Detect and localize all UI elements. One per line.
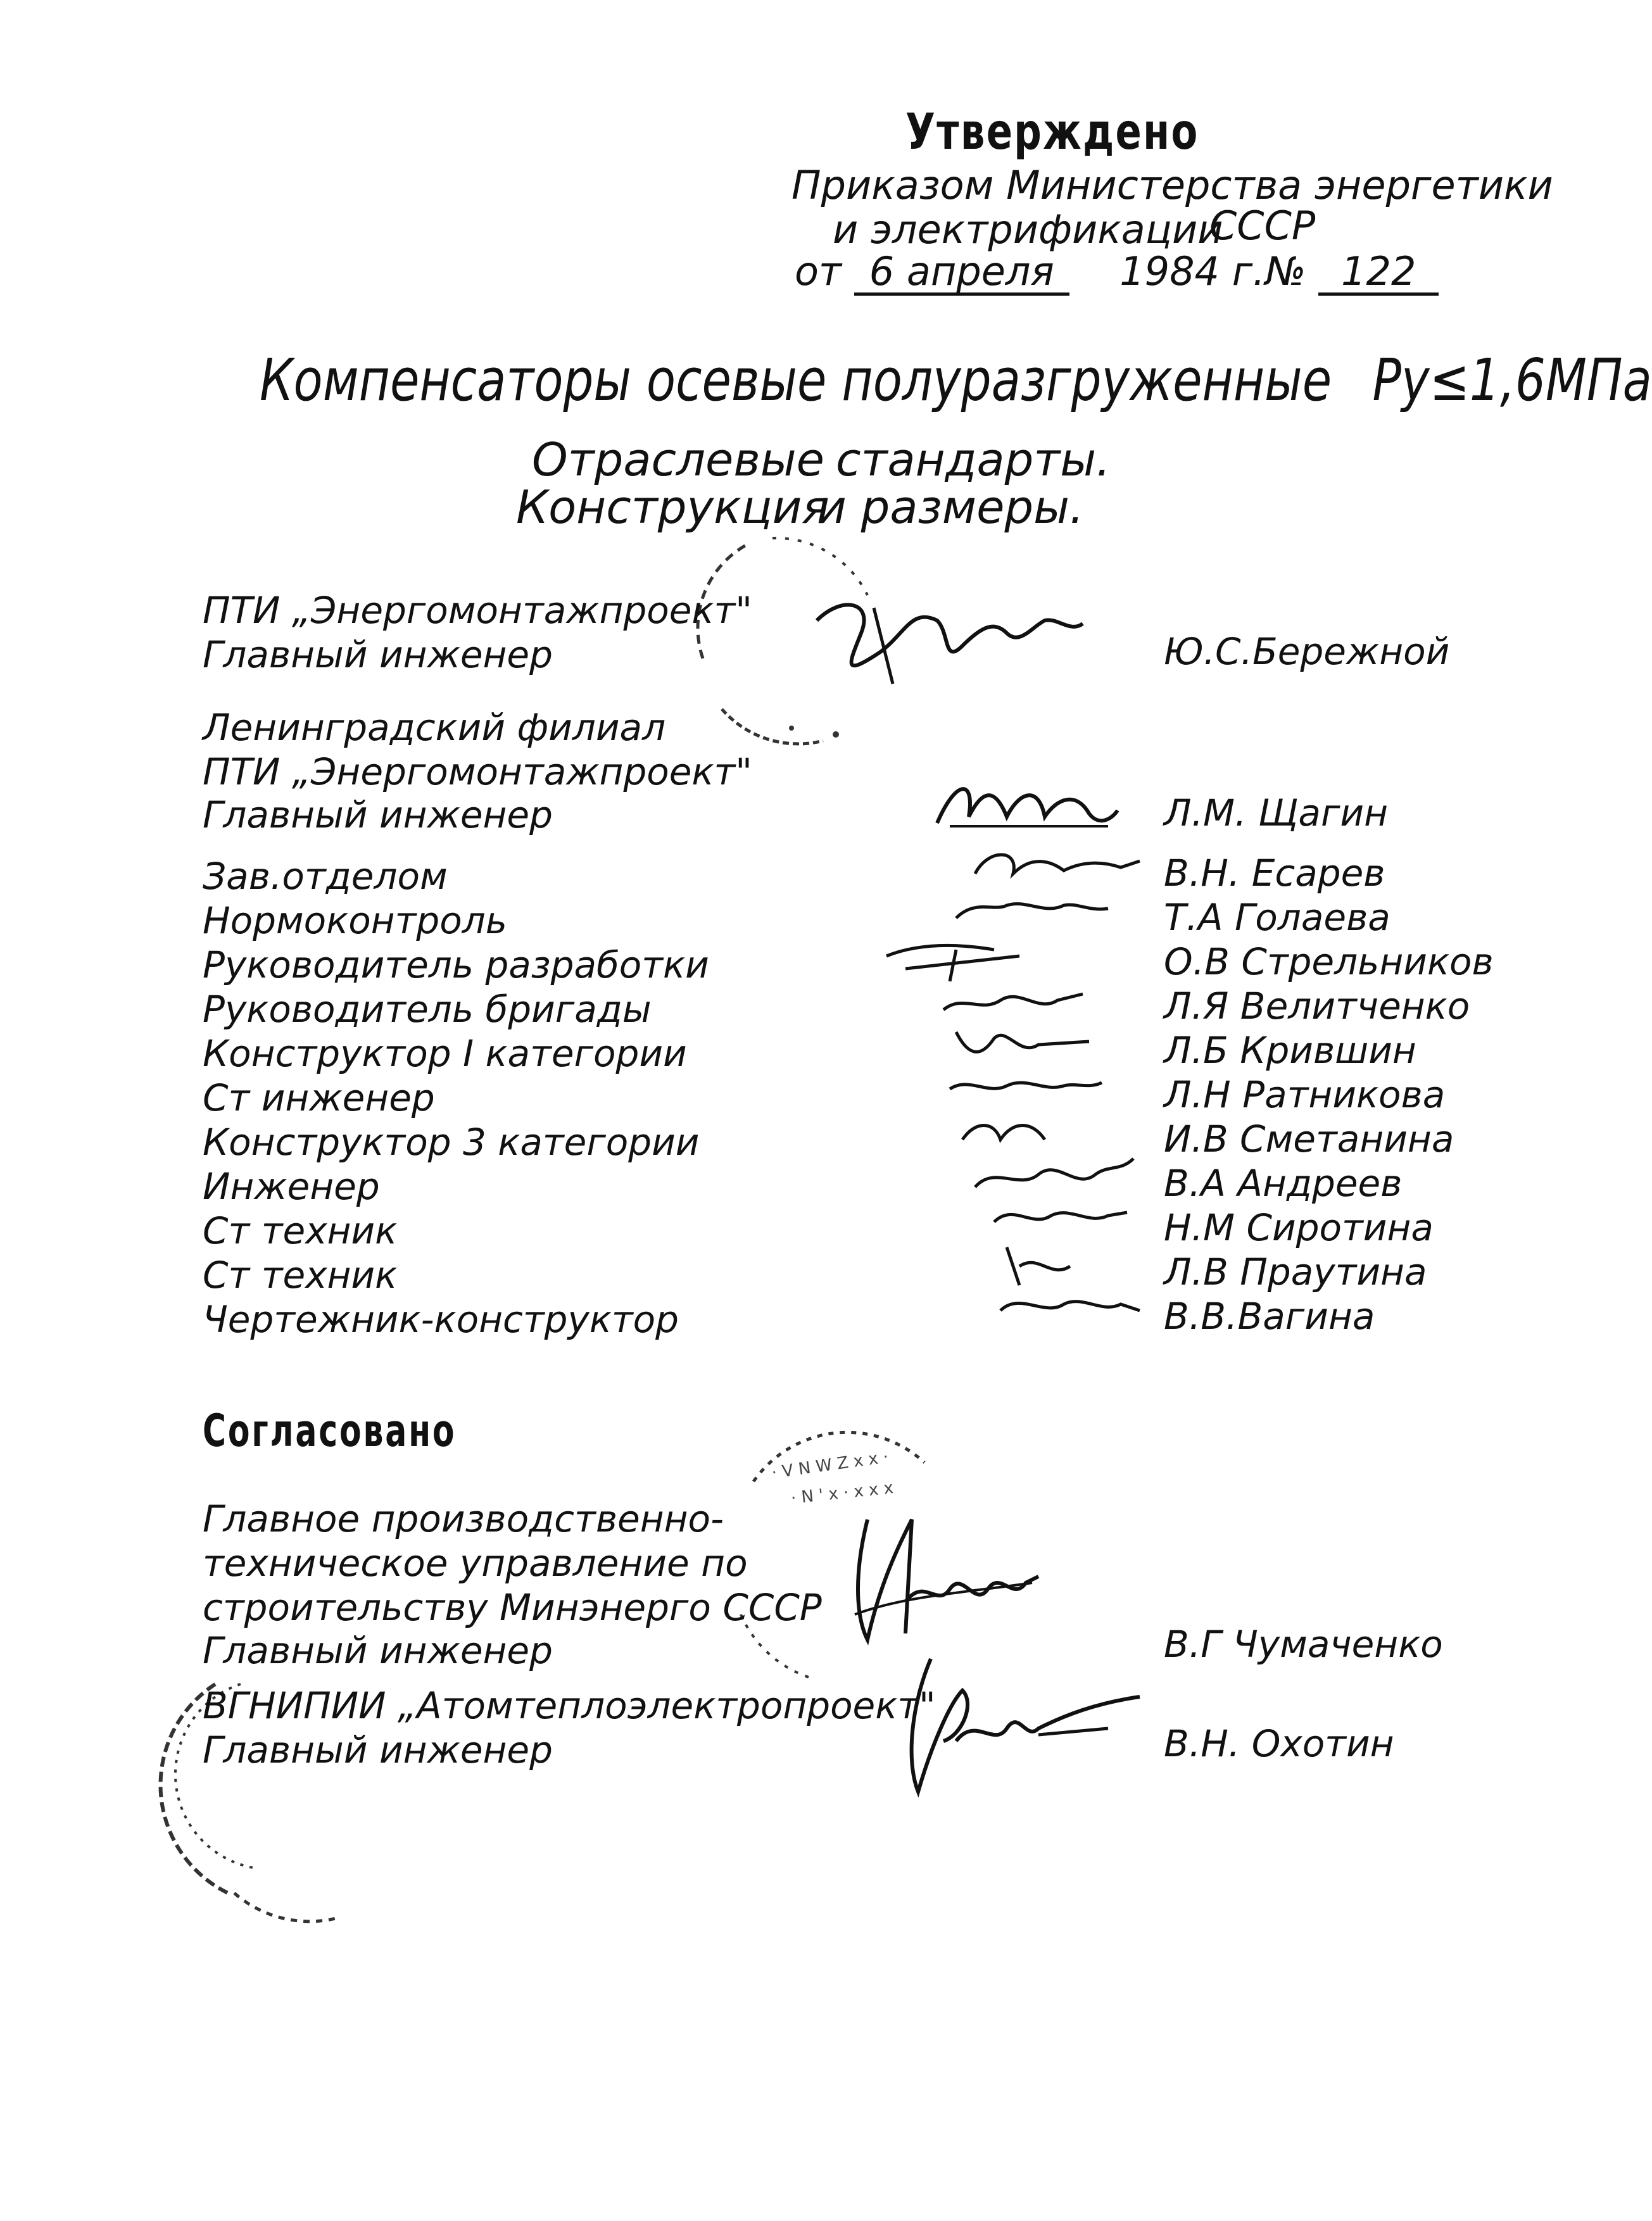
leningrad-name: Л.М. Щагин <box>1164 791 1389 834</box>
vnii-name: В.Н. Охотин <box>1164 1722 1394 1765</box>
approval-number-value: 122 <box>1318 252 1439 296</box>
approval-date-value: 6 апреля <box>854 252 1069 296</box>
staff-role: Ст техник <box>203 1209 398 1252</box>
title-sub-2a: Конструкция <box>516 481 829 534</box>
document-title <box>260 346 1652 414</box>
staff-role: Конструктор 3 категории <box>203 1121 700 1164</box>
staff-name: О.В Стрельников <box>1164 940 1494 983</box>
ptu-org: ПТИ „Энергомонтажпроект" <box>203 589 752 632</box>
staff-role: Инженер <box>203 1165 380 1208</box>
leningrad-org-2: ПТИ „Энергомонтажпроект" <box>203 750 752 793</box>
approval-heading: Утверждено <box>905 104 1199 161</box>
gptu-role: Главный инженер <box>203 1629 553 1672</box>
title-pressure-value: 1,6МПа <box>1469 346 1652 414</box>
gptu-line-1: Главное производственно- <box>203 1497 724 1540</box>
staff-role: Ст инженер <box>203 1076 435 1119</box>
gptu-line-2: техническое управление по <box>203 1542 748 1585</box>
ptu-name: Ю.С.Бережной <box>1164 630 1450 673</box>
ptu-signature <box>804 582 1095 693</box>
staff-name: В.В.Вагина <box>1164 1295 1375 1338</box>
staff-name: Л.Б Крившин <box>1164 1029 1416 1072</box>
staff-role: Ст техник <box>203 1254 398 1297</box>
staff-name: В.А Андреев <box>1164 1162 1403 1205</box>
svg-text:· N ' x · x x x: · N ' x · x x x <box>790 1478 895 1508</box>
approval-date-prefix: от <box>795 248 842 294</box>
approval-number-prefix: г.№ <box>1232 248 1306 294</box>
staff-role: Нормоконтроль <box>203 899 507 942</box>
staff-name: Т.А Голаева <box>1164 896 1390 939</box>
staff-name: Н.М Сиротина <box>1164 1206 1434 1249</box>
leningrad-role: Главный инженер <box>203 793 553 836</box>
gptu-name: В.Г Чумаченко <box>1164 1623 1443 1666</box>
approval-year: 1984 <box>1119 248 1220 294</box>
staff-role: Конструктор I категории <box>203 1032 687 1075</box>
approval-date-line <box>795 248 1439 296</box>
staff-name: В.Н. Есарев <box>1164 852 1385 895</box>
vnii-org: ВГНИПИИ „Атомтеплоэлектропроект" <box>203 1684 936 1727</box>
agreed-heading: Согласовано <box>203 1405 457 1457</box>
staff-name: Л.В Праутина <box>1164 1250 1427 1293</box>
leningrad-org-1: Ленинградский филиал <box>203 706 666 749</box>
staff-signature <box>994 1285 1178 1345</box>
staff-name: Л.Н Ратникова <box>1164 1073 1446 1116</box>
approval-line-2a: и электрификации <box>833 206 1223 253</box>
staff-name: И.В Сметанина <box>1164 1117 1454 1161</box>
svg-text:· V N W Z x x ·: · V N W Z x x · <box>770 1447 890 1483</box>
staff-role: Руководитель бригады <box>203 988 652 1031</box>
ptu-role: Главный инженер <box>203 633 553 676</box>
staff-name: Л.Я Велитченко <box>1164 985 1470 1028</box>
vnii-role: Главный инженер <box>203 1728 553 1771</box>
gptu-signature <box>842 1507 1045 1661</box>
title-sub-1a: Отраслевые <box>532 433 824 486</box>
approval-line-1: Приказом Министерства энергетики <box>791 162 1553 208</box>
gptu-line-3: строительству Минэнерго СССР <box>203 1586 822 1629</box>
title-sub-2b: и размеры. <box>817 481 1084 534</box>
vnii-signature <box>880 1652 1146 1801</box>
staff-role: Руководитель разработки <box>203 943 709 986</box>
title-pressure-sign: ≤ <box>1429 346 1470 414</box>
staff-role: Чертежник-конструктор <box>203 1298 679 1341</box>
staff-role: Зав.отделом <box>203 855 448 898</box>
approval-line-2b: СССР <box>1209 203 1316 249</box>
title-main-text: Компенсаторы осевые полуразгруженные <box>260 346 1332 414</box>
leningrad-signature <box>931 766 1121 845</box>
title-pressure-symbol: Py <box>1372 346 1430 414</box>
title-sub-1b: стандарты. <box>836 433 1111 486</box>
